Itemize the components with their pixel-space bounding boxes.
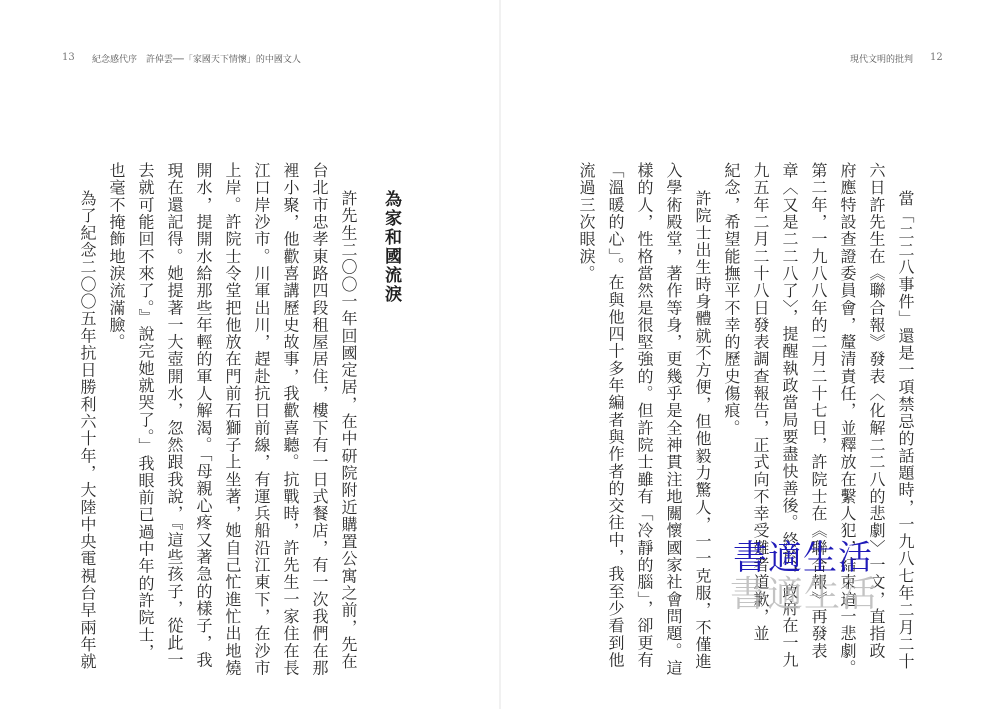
left-text-column: 台北市忠孝東路四段租屋居住，樓下有一日式餐店，有一次我們在那	[310, 162, 329, 677]
left-text-column: 江口岸沙市。川軍出川，趕赴抗日前線，有運兵船沿江東下，在沙市	[252, 162, 271, 677]
right-text-column: 九五年二月二十八日發表調查報告，正式向不幸受難者道歉，並	[751, 162, 770, 643]
right-text-column: 許院士出生時身體就不方便，但他毅力驚人，一一克服，不僅進	[693, 190, 712, 671]
watermark-gray: 書適生活	[730, 574, 879, 615]
left-running-header: 紀念感代序 許倬雲──「家國天下情懷」的中國文人	[92, 55, 301, 65]
right-text-column: 章〈又是二二八了〉，提醒執政當局要盡快善後。終於，政府在一九	[780, 162, 799, 669]
left-text-column: 也毫不掩飾地淚流滿臉。	[107, 162, 126, 351]
left-text-column: 許先生二〇〇一年回國定居，在中研院附近購置公寓之前，先在	[339, 190, 358, 671]
right-text-column: 「溫暖的心」。在與他四十多年編者與作者的交往中，我至少看到他	[606, 162, 625, 669]
left-text-column: 開水，提開水給那些年輕的軍人解渴。「母親心疼又著急的樣子，我	[194, 162, 213, 669]
left-text-column: 去就可能回不來了。』說完她就哭了。」我眼前已過中年的許院士，	[136, 162, 155, 661]
left-text-column: 裡小聚，他歡喜講歷史故事，我歡喜聽。抗戰時，許先生一家住在長	[281, 162, 300, 677]
right-text-column: 當「二二八事件」還是一項禁忌的話題時，一九八七年二月二十	[896, 190, 915, 671]
left-text-column: 為了紀念二〇〇五年抗日勝利六十年，大陸中央電視台早兩年就	[78, 190, 97, 671]
right-text-column: 入學術殿堂，著作等身，更幾乎是全神貫注地關懷國家社會問題。這	[664, 162, 683, 677]
right-page-number: 12	[930, 52, 943, 63]
section-title: 為家和國流淚	[381, 190, 401, 304]
right-text-column: 府應特設查證委員會，釐清責任，並釋放在繫人犯，結束這一悲劇。	[838, 162, 857, 677]
right-text-column: 六日許先生在《聯合報》發表〈化解二二八的悲劇〉一文，直指政	[867, 162, 886, 660]
right-running-header: 現代文明的批判	[850, 55, 914, 65]
watermark-blue: 書適生活	[733, 538, 873, 578]
left-text-column: 現在還記得。她提著一大壺開水，忽然跟我說，『這些孩子，從此一	[165, 162, 184, 669]
left-text-column: 上岸。許院士令堂把他放在門前石獅子上坐著，她自己忙進忙出地燒	[223, 162, 242, 677]
left-page-number: 13	[62, 52, 75, 63]
right-text-column: 紀念，希望能撫平不幸的歷史傷痕。	[722, 162, 741, 437]
right-text-column: 樣的人，性格當然是很堅強的。但許院士雖有「冷靜的腦」，卻更有	[635, 162, 654, 669]
right-text-column: 第二年，一九八八年的二月二十七日，許院士在《聯合報》再發表	[809, 162, 828, 660]
right-text-column: 流過三次眼淚。	[577, 162, 596, 283]
